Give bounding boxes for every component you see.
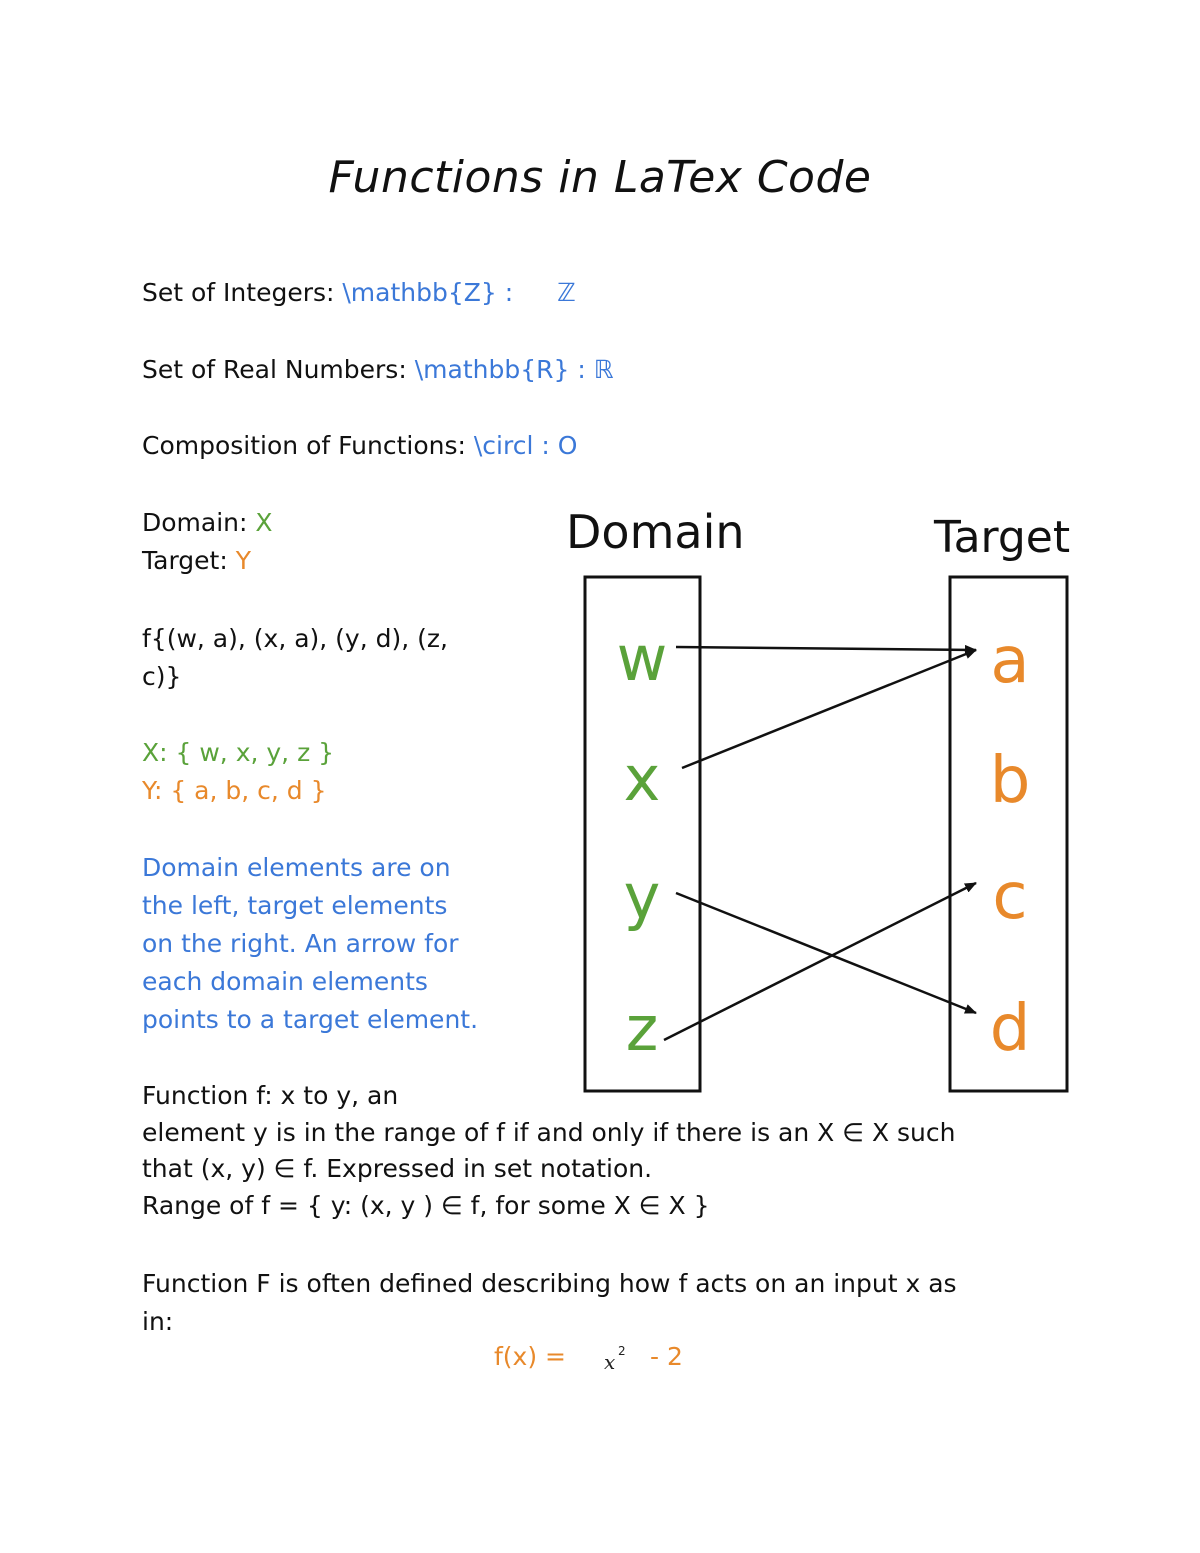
explanation-line: points to a target element. [142,1005,479,1034]
integers-label: Set of Integers: [142,278,343,307]
function-def-line-2: c)} [142,662,182,691]
reals-label: Set of Real Numbers: [142,355,415,384]
composition-label: Composition of Functions: [142,431,474,460]
explanation-line: on the right. An arrow for [142,929,459,958]
acts-line: in: [142,1307,174,1336]
formula-lhs: f(x) = [494,1342,566,1371]
formula-rhs: - 2 [650,1342,683,1371]
explanation-line: the left, target elements [142,891,448,920]
range-line: element y is in the range of f if and only if there is an X ∈ X such [142,1117,956,1147]
target-element-d: d [989,992,1031,1066]
target-elements [990,624,1031,1066]
domain-elements [617,622,668,1065]
function-def-line-1: f{(w, a), (x, a), (y, d), (z, [142,624,448,653]
target-element-c: c [992,860,1028,934]
formula-x: x [604,1350,616,1374]
range-line: that (x, y) ∈ f. Expressed in set notation. [142,1154,653,1183]
set-x: X: { w, x, y, z } [142,738,335,767]
domain-label: Domain: [142,508,256,537]
domain-element-y: y [623,860,661,933]
range-line: Range of f = { y: (x, y ) ∈ f, for some X ∈ X } [142,1190,710,1220]
target-element-b: b [989,744,1031,818]
explanation-line: each domain elements [142,967,428,996]
reals-code: \mathbb{R} : ℝ [414,355,614,384]
arrow-x-to-a [682,650,976,768]
integers-symbol: ℤ [557,278,576,307]
domain-element-w: w [616,622,668,695]
arrow-y-to-d [676,893,976,1013]
explanation-line: Domain elements are on [142,853,451,882]
page-title: Functions in LaTex Code [328,152,872,203]
target-label: Target: [142,546,236,575]
acts-line: Function F is often defined describing how f acts on an input x as [142,1269,957,1298]
domain-value: X [255,508,273,537]
domain-heading: Domain [566,505,745,559]
domain-element-x: x [623,742,661,815]
formula-exponent: 2 [618,1344,626,1358]
arrow-w-to-a [676,647,976,650]
target-value: Y [235,546,251,575]
composition-code: \circl : O [473,431,578,460]
mapping-arrows [664,647,976,1040]
set-y: Y: { a, b, c, d } [142,776,327,805]
target-heading: Target [934,512,1071,563]
range-line: Function f: x to y, an [142,1081,399,1110]
integers-code: \mathbb{Z} : [342,278,514,307]
target-element-a: a [990,624,1030,698]
domain-element-z: z [625,992,659,1065]
